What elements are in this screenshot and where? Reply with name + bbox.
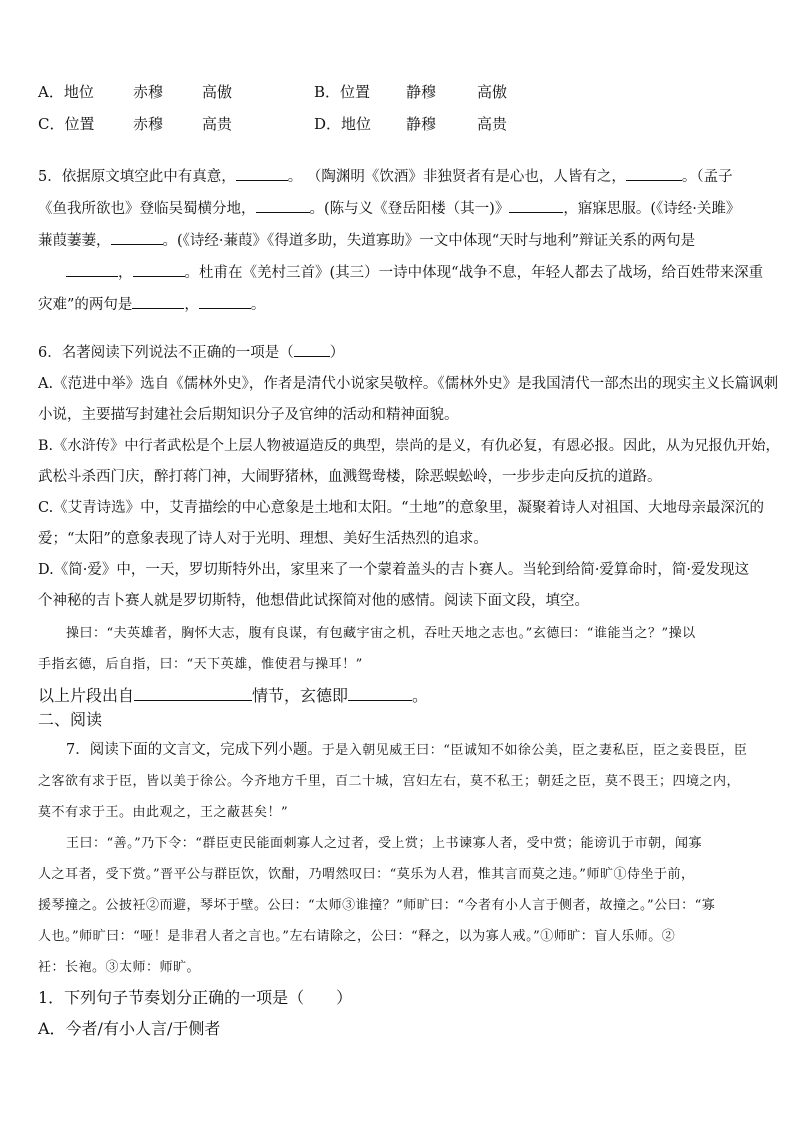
q6-fill-line [38,686,428,706]
q6-option-b-line-2: 武松斗杀西门庆，醉打蒋门神，大闹野猪林，血溅鸳鸯楼，除恶蜈蚣岭，一步步走向反抗的道路。 [38,469,662,485]
q6-option-a-line-2: 小说，主要描写封建社会后期知识分子及官绅的活动和精神面貌。 [38,407,459,423]
option-b-word3: 高傲 [477,83,508,101]
q6-option-c-line-1[interactable]: C.《艾青诗选》中，艾青描绘的中心意象是土地和太阳。“土地”的意象里，凝聚着诗人对祖国、大地母亲最深沉的 [38,500,765,516]
q5-line-5 [38,294,265,315]
q5-line-1 [38,166,733,187]
q5-line-3 [38,230,695,251]
fill-blank[interactable] [509,198,563,213]
option-a-word3: 高傲 [202,83,233,101]
quote-line-2: 手指玄德，后自指，曰：“天下英雄，惟使君与操耳！” [38,657,363,672]
q5-text: ， [118,265,133,281]
q7-passage2-line-2: 人之耳者，受下赏。”晋平公与群臣饮，饮酣，乃喟然叹曰：“莫乐为人君，惟其言而莫之违。”师旷①侍坐于前， [38,867,695,882]
q5-text: 5．依据原文填空此中有真意， [38,169,236,185]
option-d-label[interactable]: D．地位 [314,115,372,133]
option-c-word2: 赤穆 [133,115,164,133]
fill-blank[interactable] [348,686,412,701]
q6-option-b-line-1[interactable]: B.《水浒传》中行者武松是个上层人物被逼造反的典型，崇尚的是义，有仇必复，有恩必报。因此，从为兄报仇开始， [38,438,780,454]
q7-passage2-line-4: 人也。”师旷曰：“哑！是非君人者之言也。”左右请除之，公曰：“释之，以为寡人戒。”①师旷：盲人乐师。② [38,929,676,944]
option-d-word2: 静穆 [406,115,437,133]
fill-blank[interactable] [111,230,163,245]
fill-blank[interactable] [134,686,252,701]
q7-passage2-line-3: 援琴撞之。公披衽②而避，琴坏于壁。公曰：“太师③谁撞？”师旷曰：“今者有小人言于侧者，故撞之。”公曰：“寡 [38,898,716,913]
q7-prompt: 7．阅读下面的文言文，完成下列小题。 [66,742,322,758]
q7-passage-line-2: 之客欲有求于臣，皆以美于徐公。今齐地方千里，百二十城，宫妇左右，莫不私王；朝廷之臣，莫不畏王；四境之内， [38,774,741,789]
option-a-word2: 赤穆 [133,83,164,101]
fill-blank[interactable] [236,166,288,181]
q6-fill-text: 情节，玄德即 [252,686,349,705]
q5-line-4 [66,262,763,283]
q5-text: 《鱼我所欲也》登临吴蜀横分地， [38,201,256,217]
option-a-label[interactable]: A．地位 [38,83,94,101]
fill-blank[interactable] [256,198,310,213]
q5-text: 。(《诗经·蒹葭》《得道多助，失道寡助》一文中体现“天时与地利”辩证关系的两句是 [162,233,696,249]
q7-passage: 于是入朝见威王曰：“臣诚知不如徐公美，臣之妻私臣，臣之妾畏臣，臣 [321,743,748,758]
q5-text: ，寤寐思服。(《诗经·关雎》 [563,201,741,217]
section-heading: 二、阅读 [38,710,103,729]
q6-fill-text: 以上片段出自 [38,686,135,705]
option-c-word3: 高贵 [202,115,233,133]
option-c-label[interactable]: C．位置 [38,115,95,133]
fill-blank[interactable] [133,262,185,277]
q5-text: 。杜甫在《羌村三首》(其三）一诗中体现“战争不息，年轻人都去了战场，给百姓带来深重 [184,265,764,281]
q6-title-text: ） [329,345,345,361]
option-b-word2: 静穆 [406,83,437,101]
sub-question-1: 1．下列句子节奏划分正确的一项是（ ） [38,988,353,1007]
q6-title-text: 6．名著阅读下列说法不正确的一项是（ [38,345,294,361]
q6-option-d-line-1[interactable]: D.《简·爱》中，一天，罗切斯特外出，家里来了一个蒙着盖头的吉卜赛人。当轮到给简·爱算命时，简·爱发现这 [38,562,750,578]
q5-text: 。 （陶渊明《饮酒》非独贤者有是心也，人皆有之， [287,169,626,185]
quote-line-1: 操曰：“夫英雄者，胸怀大志，腹有良谋，有包藏宇宙之机，吞吐天地之志也。”玄德曰：“谁能当之？”操以 [66,626,696,641]
option-d-word3: 高贵 [477,115,508,133]
fill-blank[interactable] [132,294,184,309]
q5-text: 蒹葭萋萋， [38,233,111,249]
q5-line-2 [38,198,740,219]
fill-blank[interactable] [66,262,118,277]
fill-blank[interactable] [199,294,251,309]
q5-text: 。 [250,297,266,313]
q6-title [38,342,344,363]
q5-text: 。（孟子 [681,169,733,185]
answer-blank[interactable] [294,342,330,357]
q5-text: 灾难”的两句是 [38,297,133,313]
option-b-label[interactable]: B．位置 [314,83,371,101]
q7-passage2-line-5: 衽：长袍。③太师：师旷。 [38,960,201,975]
q7-passage2-line-1: 王曰：“善。”乃下令：“群臣吏民能面刺寡人之过者，受上赏；上书谏寡人者，受中赏；能谤讥于市朝，闻寡 [66,836,702,851]
q7-passage-line-3: 莫不有求于王。由此观之，王之蔽甚矣！” [38,805,289,820]
q7-line-1 [66,740,747,761]
q6-option-a-line-1[interactable]: A.《范进中举》选自《儒林外史》，作者是清代小说家吴敬梓。《儒林外史》是我国清代一部杰出的现实主义长篇讽刺 [38,376,779,392]
q6-option-d-line-2: 个神秘的吉卜赛人就是罗切斯特，他想借此试探简对他的感情。阅读下面文段，填空。 [38,593,589,609]
q6-option-c-line-2: 爱；“太阳”的意象表现了诗人对于光明、理想、美好生活热烈的追求。 [38,531,488,547]
q6-fill-text: 。 [412,686,429,705]
q5-text: ， [184,297,199,313]
q5-text: 。(陈与义《登岳阳楼（其一)》 [309,201,510,217]
fill-blank[interactable] [626,166,682,181]
sub-question-1-option-a[interactable]: A．今者/有小人言/于侧者 [38,1019,221,1038]
